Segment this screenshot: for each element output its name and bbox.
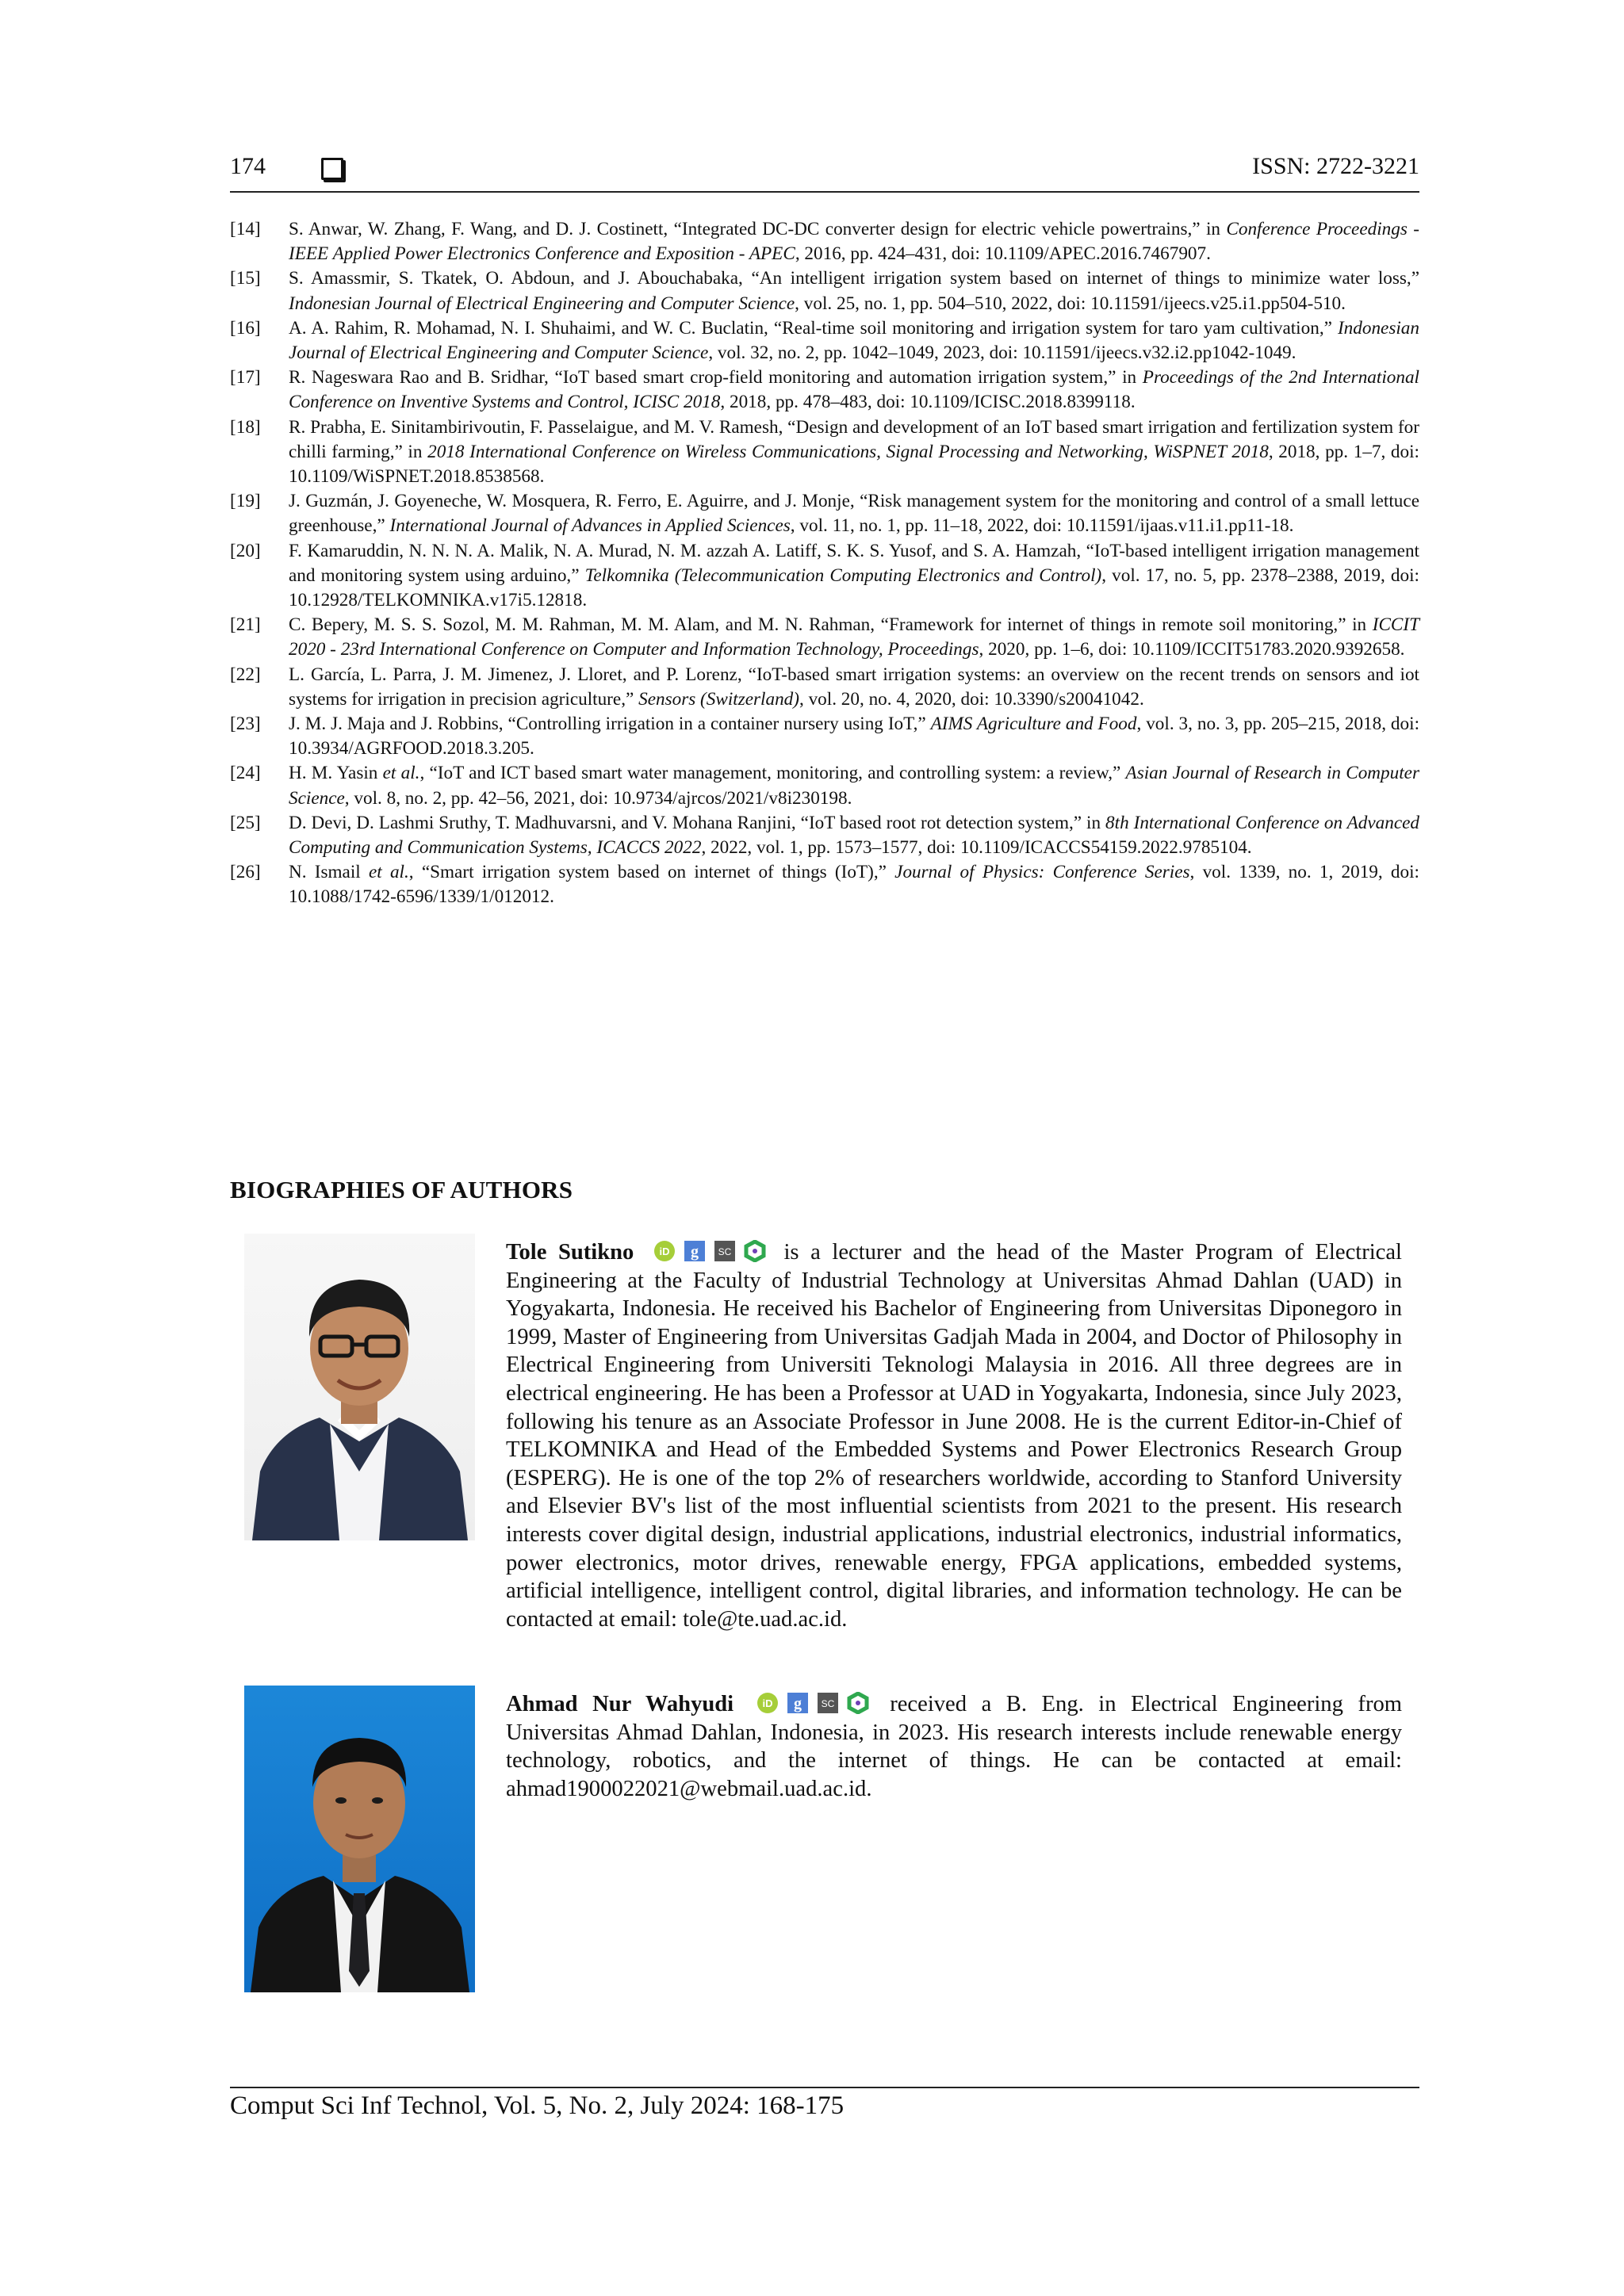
reference-segment: H. M. Yasin (289, 763, 383, 784)
reference-text (289, 663, 1419, 712)
google-scholar-icon[interactable] (787, 1692, 809, 1714)
reference-segment: J. Guzmán, J. Goyeneche, W. Mosquera, R. Ferro, E. Aguirre, and J. Monje, “Risk management system for the monitoring and control of a small lettuce greenhouse,” (289, 491, 1419, 537)
reference-item (230, 539, 1419, 614)
reference-segment: S. Amassmir, S. Tkatek, O. Abdoun, and J. Abouchabaka, “An intelligent irrigation system based on internet of things to minimize water loss,” (289, 268, 1419, 289)
reference-number: [15] (230, 268, 261, 289)
reference-list (230, 217, 1419, 910)
reference-italic-segment: 2018 International Conference on Wireless Communications, Signal Processing and Networking, WiSPNET 2018 (427, 441, 1269, 462)
footer-citation: Comput Sci Inf Technol, Vol. 5, No. 2, July 2024: 168-175 (230, 2091, 845, 2120)
reference-italic-segment: et al. (382, 763, 420, 784)
reference-segment: C. Bepery, M. S. S. Sozol, M. M. Rahman, M. M. Alam, and M. N. Rahman, “Framework for internet of things in remote soil monitoring,” in (289, 614, 1373, 636)
reference-segment: F. Kamaruddin, N. N. N. A. Malik, N. A. Murad, N. M. azzah A. Latiff, S. K. S. Yusof, and S. A. Hamzah, “IoT-based intelligent irrigation management and monitoring system using arduino,” (289, 540, 1419, 586)
author-photo-tole-sutikno (244, 1234, 475, 1540)
author-profile-icons (653, 1240, 766, 1262)
reference-italic-segment: Proceedings of the 2nd International Conference on Inventive Systems and Control, ICISC 2018 (289, 367, 1419, 413)
reference-number: [26] (230, 862, 261, 883)
publons-icon[interactable] (847, 1692, 869, 1714)
reference-number: [21] (230, 614, 261, 636)
reference-italic-segment: International Journal of Advances in Applied Sciences (389, 515, 791, 537)
reference-item (230, 761, 1419, 810)
reference-italic-segment: et al. (368, 862, 409, 883)
reference-item (230, 860, 1419, 909)
reference-italic-segment: Journal of Physics: Conference Series (894, 862, 1190, 883)
reference-item (230, 415, 1419, 490)
reference-number: [25] (230, 812, 261, 833)
author-name: Ahmad Nur Wahyudi (506, 1692, 734, 1716)
reference-number: [14] (230, 219, 261, 239)
reference-segment: , 2018, pp. 1–7, doi: 10.1109/WiSPNET.2018.8538568. (289, 441, 1420, 488)
reference-italic-segment: Indonesian Journal of Electrical Engineering and Computer Science (289, 293, 795, 314)
reference-segment: , 2018, pp. 478–483, doi: 10.1109/ICISC.2018.8399118. (720, 392, 1136, 413)
checkbox-square-icon (321, 158, 343, 180)
reference-italic-segment: AIMS Agriculture and Food (930, 714, 1137, 735)
reference-segment: D. Devi, D. Lashmi Sruthy, T. Madhuvarsni, and V. Mohana Ranjini, “IoT based root rot detection system,” in (289, 812, 1106, 833)
reference-segment: N. Ismail (289, 862, 369, 883)
reference-segment: , vol. 3, no. 3, pp. 205–215, 2018, doi: 10.3934/AGRFOOD.2018.3.205. (289, 714, 1420, 760)
reference-number: [17] (230, 367, 261, 388)
reference-text (289, 365, 1419, 415)
reference-segment: , vol. 8, no. 2, pp. 42–56, 2021, doi: 10.9734/ajrcos/2021/v8i230198. (344, 787, 852, 809)
reference-item (230, 266, 1419, 316)
biography-text: is a lecturer and the head of the Master Program of Electrical Engineering at the Faculty of Industrial Technology at Universitas Ahmad Dahlan (UAD) in Yogyakarta, Indonesia. He received his Bachelor of Engineering from Universitas Diponegoro in 1999, Master of Engineering from Universitas Gadjah Mada in 2004, and Doctor of Philosophy in Electrical Engineering from Universiti Teknologi Malaysia in 2016. All three degrees are in electrical engineering. He has been a Professor at UAD in Yogyakarta, Indonesia, since July 2023, following his tenure as an Associate Professor in June 2008. He is the current Editor-in-Chief of TELKOMNIKA and Head of the Embedded Systems and Power Electronics Research Group (ESPERG). He is one of the top 2% of researchers worldwide, according to Stanford University and Elsevier BV's list of the most influential scientists from 2021 to the present. His research interests cover digital design, industrial applications, industrial electronics, industrial informatics, power electronics, motor drives, renewable energy, FPGA applications, embedded systems, artificial intelligence, intelligent control, digital libraries, and information technology. He can be contacted at email: tole@te.uad.ac.id. (506, 1240, 1402, 1632)
page-number: 174 (230, 153, 266, 179)
author-name: Tole Sutikno (506, 1240, 634, 1265)
reference-segment: S. Anwar, W. Zhang, F. Wang, and D. J. Costinett, “Integrated DC-DC converter design for electric vehicle powertrains,” in (289, 219, 1227, 239)
reference-segment: A. A. Rahim, R. Mohamad, N. I. Shuhaimi, and W. C. Buclatin, “Real-time soil monitoring and irrigation system for taro yam cultivation,” (289, 317, 1338, 339)
biography-ahmad-nur-wahyudi (506, 1690, 1402, 1803)
reference-segment: , vol. 11, no. 1, pp. 11–18, 2022, doi: 10.11591/ijaas.v11.i1.pp11-18. (790, 515, 1294, 537)
biography-text: received a B. Eng. in Electrical Engineering from Universitas Ahmad Dahlan, Indonesia, in 2023. His research interests include renewable energy technology, robotics, and the internet of things. He can be contacted at email: ahmad1900022021@webmail.uad.ac.id. (506, 1692, 1403, 1801)
reference-item (230, 712, 1419, 761)
reference-text (289, 266, 1419, 316)
reference-text (289, 761, 1419, 810)
svg-text:SC: SC (821, 1698, 835, 1709)
header-rule (230, 191, 1419, 193)
reference-segment: , vol. 20, no. 4, 2020, doi: 10.3390/s20041042. (799, 688, 1144, 710)
reference-segment: L. García, L. Parra, J. M. Jimenez, J. Lloret, and P. Lorenz, “IoT-based smart irrigation systems: an overview on the recent trends on sensors and iot systems for irrigation in precision agriculture,” (289, 664, 1419, 710)
reference-segment: , 2016, pp. 424–431, doi: 10.1109/APEC.2016.7467907. (795, 243, 1211, 265)
reference-text (289, 860, 1419, 909)
reference-italic-segment: Sensors (Switzerland) (638, 688, 799, 710)
reference-text (289, 415, 1419, 490)
reference-text (289, 811, 1419, 860)
reference-text (289, 712, 1419, 761)
reference-segment: , “Smart irrigation system based on internet of things (IoT),” (408, 862, 895, 883)
reference-italic-segment: Indonesian Journal of Electrical Engineering and Computer Science (289, 317, 1419, 364)
reference-text (289, 489, 1419, 538)
svg-text:g: g (690, 1243, 699, 1261)
reference-segment: J. M. J. Maja and J. Robbins, “Controlling irrigation in a container nursery using IoT,” (289, 714, 931, 735)
footer-rule (230, 2087, 1419, 2088)
reference-number: [23] (230, 714, 261, 735)
reference-number: [19] (230, 491, 261, 512)
reference-italic-segment: ICCIT 2020 - 23rd International Conference on Computer and Information Technology, Proceedings (289, 614, 1419, 660)
reference-item (230, 613, 1419, 662)
reference-number: [20] (230, 540, 261, 561)
svg-text:iD: iD (659, 1246, 670, 1257)
author-profile-icons (756, 1692, 869, 1714)
svg-text:g: g (793, 1695, 802, 1712)
reference-item (230, 365, 1419, 415)
google-scholar-icon[interactable] (684, 1240, 706, 1262)
biographies-heading: BIOGRAPHIES OF AUTHORS (230, 1176, 573, 1203)
biography-tole-sutikno (506, 1238, 1402, 1633)
reference-segment: R. Prabha, E. Sinitambirivoutin, F. Passelaigue, and M. V. Ramesh, “Design and development of an IoT based smart irrigation and fertilization system for chilli farming,” in (289, 416, 1419, 462)
reference-segment: , vol. 25, no. 1, pp. 504–510, 2022, doi: 10.11591/ijeecs.v25.i1.pp504-510. (795, 293, 1346, 314)
reference-number: [16] (230, 317, 261, 339)
reference-item (230, 489, 1419, 538)
reference-segment: , vol. 32, no. 2, pp. 1042–1049, 2023, doi: 10.11591/ijeecs.v32.i2.pp1042-1049. (708, 342, 1297, 364)
reference-segment: , vol. 17, no. 5, pp. 2378–2388, 2019, doi: 10.12928/TELKOMNIKA.v17i5.12818. (289, 564, 1419, 611)
reference-italic-segment: 8th International Conference on Advanced Computing and Communication Systems, ICACCS 2022 (289, 812, 1420, 859)
issn-label: ISSN: 2722-3221 (1252, 153, 1419, 179)
reference-segment: R. Nageswara Rao and B. Sridhar, “IoT based smart crop-field monitoring and automation irrigation system,” in (289, 367, 1143, 388)
reference-number: [22] (230, 664, 261, 685)
scopus-icon[interactable] (714, 1240, 736, 1262)
scopus-icon[interactable] (817, 1692, 839, 1714)
reference-text (289, 539, 1419, 614)
page-header (230, 153, 1419, 193)
reference-text (289, 217, 1419, 266)
reference-item (230, 811, 1419, 860)
reference-italic-segment: Conference Proceedings - IEEE Applied Power Electronics Conference and Exposition - APEC (289, 219, 1419, 265)
reference-number: [18] (230, 416, 261, 438)
publons-icon[interactable] (744, 1240, 766, 1262)
reference-item (230, 316, 1419, 365)
reference-italic-segment: Asian Journal of Research in Computer Science (289, 763, 1420, 809)
reference-italic-segment: Telkomnika (Telecommunication Computing Electronics and Control) (584, 564, 1102, 586)
reference-text (289, 613, 1419, 662)
reference-segment: , 2022, vol. 1, pp. 1573–1577, doi: 10.1109/ICACCS54159.2022.9785104. (701, 837, 1252, 859)
reference-item (230, 663, 1419, 712)
svg-text:SC: SC (718, 1246, 732, 1257)
reference-segment: , vol. 1339, no. 1, 2019, doi: 10.1088/1742-6596/1339/1/012012. (289, 862, 1419, 908)
svg-text:iD: iD (762, 1697, 773, 1709)
orcid-icon[interactable] (653, 1240, 676, 1262)
reference-segment: , 2020, pp. 1–6, doi: 10.1109/ICCIT51783.2020.9392658. (979, 639, 1405, 660)
reference-segment: , “IoT and ICT based smart water management, monitoring, and controlling system: a review,” (419, 763, 1126, 784)
reference-number: [24] (230, 763, 261, 784)
reference-text (289, 316, 1419, 365)
reference-item (230, 217, 1419, 266)
orcid-icon[interactable] (756, 1692, 779, 1714)
author-photo-ahmad-nur-wahyudi (244, 1686, 475, 1992)
